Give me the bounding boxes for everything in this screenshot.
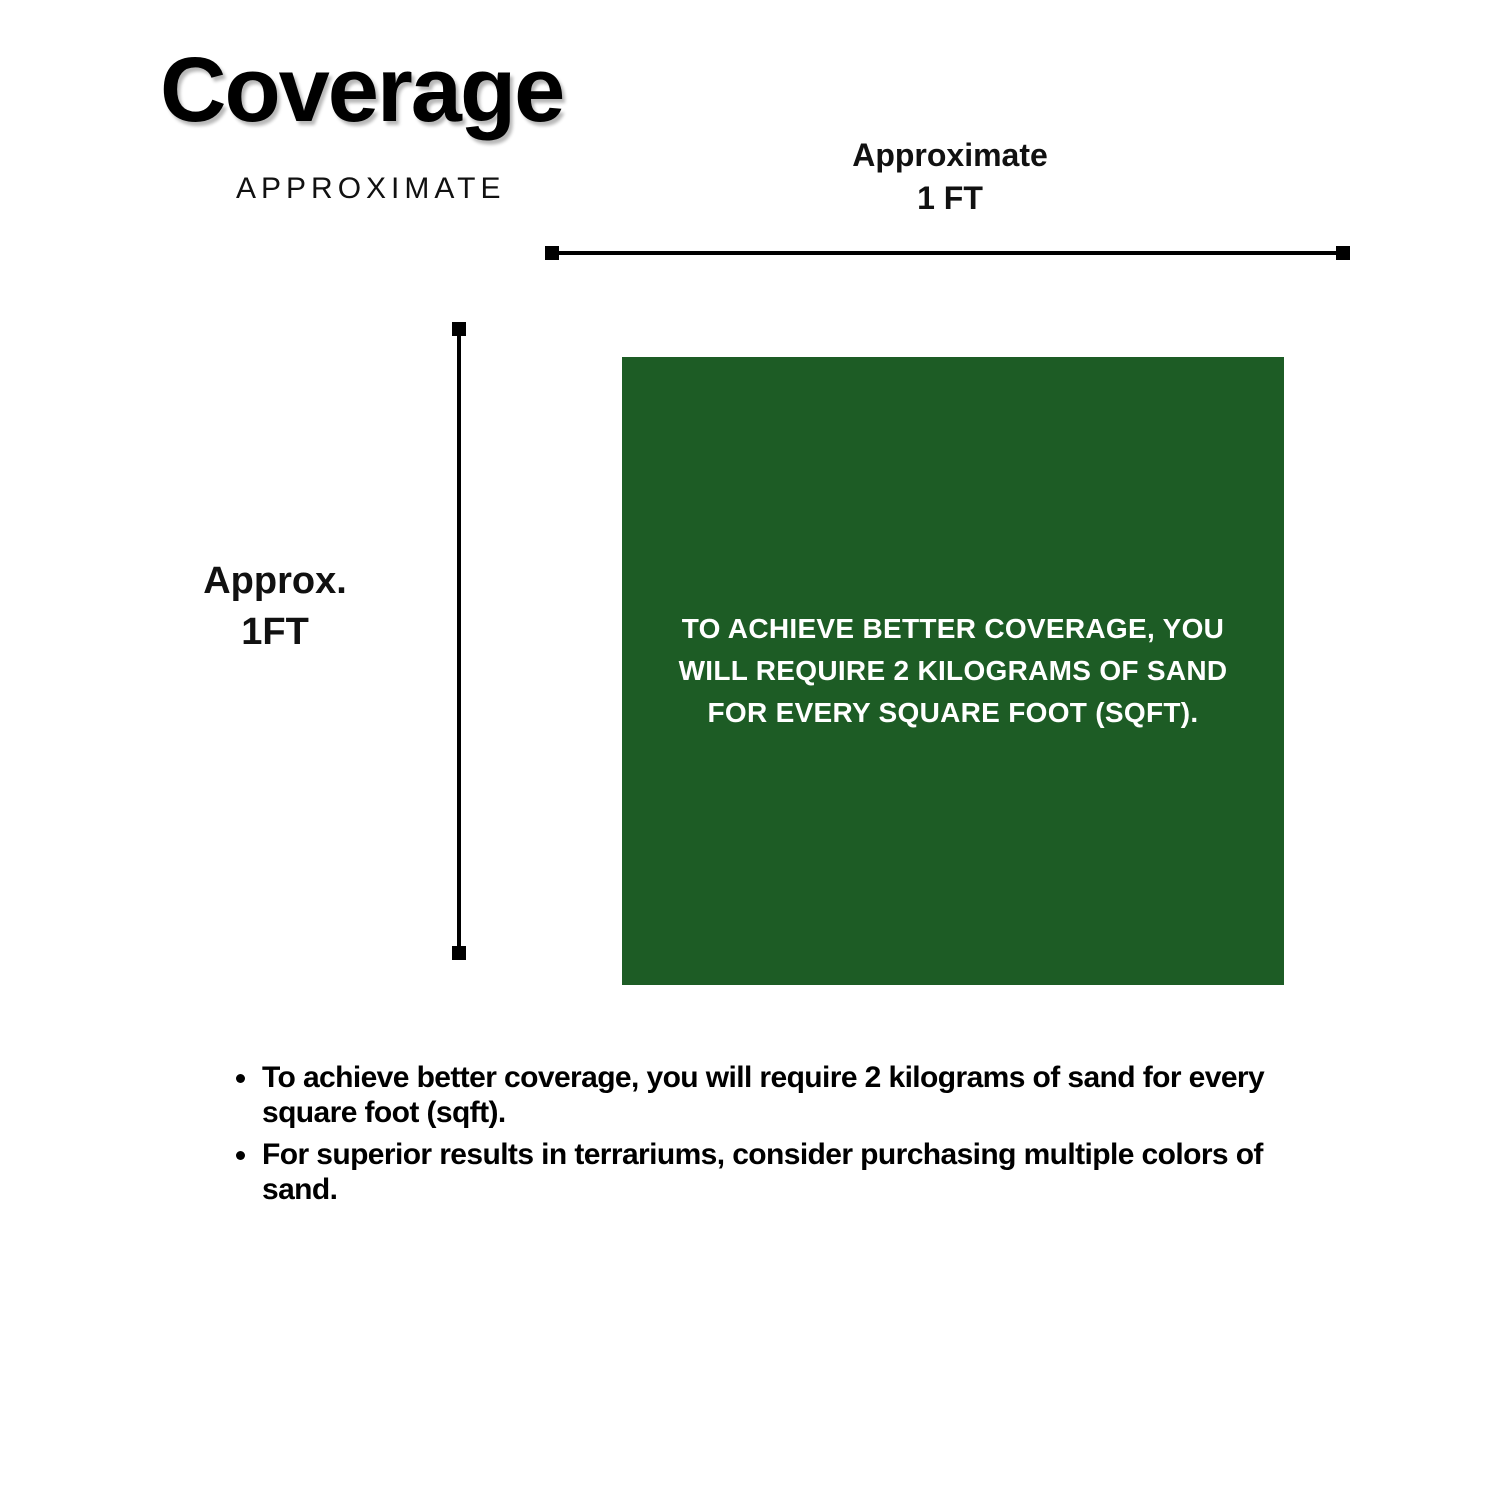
top-dimension-line bbox=[545, 246, 1350, 260]
left-dimension-cap-start-icon bbox=[452, 322, 466, 336]
top-dimension-cap-end-icon bbox=[1336, 246, 1350, 260]
top-dimension-bar bbox=[545, 251, 1350, 255]
top-dimension-label bbox=[700, 134, 1200, 220]
left-dimension-label-line2: 1FT bbox=[241, 611, 309, 654]
top-dimension-label-line2: 1 FT bbox=[917, 180, 983, 217]
top-dimension-label-line1: Approximate bbox=[852, 137, 1048, 173]
left-dimension-label bbox=[130, 556, 420, 659]
page-subtitle: APPROXIMATE bbox=[236, 172, 506, 205]
left-dimension-line bbox=[452, 322, 466, 960]
coverage-area-square bbox=[622, 357, 1284, 985]
list-item: To achieve better coverage, you will require 2 kilograms of sand for every square foot (sqft). bbox=[226, 1060, 1326, 1131]
left-dimension-label-line1: Approx. bbox=[203, 560, 347, 602]
notes-list bbox=[226, 1060, 1326, 1214]
left-dimension-bar bbox=[457, 322, 461, 960]
list-item: For superior results in terrariums, consider purchasing multiple colors of sand. bbox=[226, 1137, 1326, 1208]
coverage-area-text: TO ACHIEVE BETTER COVERAGE, YOU WILL REQUIRE 2 KILOGRAMS OF SAND FOR EVERY SQUARE FOOT (SQFT). bbox=[678, 613, 1228, 728]
top-dimension-cap-start-icon bbox=[545, 246, 559, 260]
page-title: Coverage bbox=[160, 39, 564, 141]
left-dimension-cap-end-icon bbox=[452, 946, 466, 960]
